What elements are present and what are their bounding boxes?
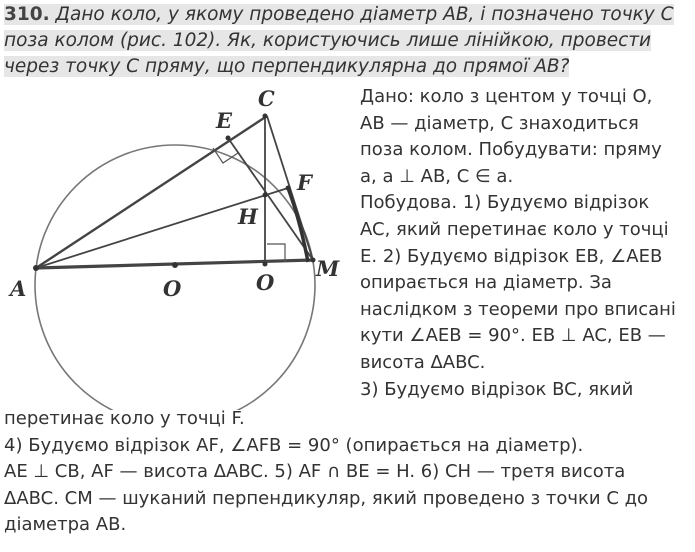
solution-bottom [4, 406, 692, 539]
solution-line: a, a ⊥ AB, C ∈ a. [360, 165, 514, 187]
point-O-foot [263, 262, 268, 267]
problem-line-3: через точку C пряму, що перпендикулярна до прямої AB? [4, 56, 570, 77]
solution-line: наслідком з теореми про вписані [360, 298, 676, 320]
solution-line: 4) Будуємо відрізок AF, ∠AFB = 90° (опирається на діаметр). [4, 434, 584, 456]
solution-line: Дано: коло з центом у точці O, [360, 86, 653, 107]
point-E [226, 136, 231, 141]
solution-line: перетинає коло у точці F. [4, 408, 245, 429]
problem-number: 310. [4, 4, 50, 25]
point-O [172, 262, 178, 268]
solution-line: AB — діаметр, C знаходиться [360, 112, 639, 134]
solution-line: Побудова. 1) Будуємо відрізок [360, 192, 650, 214]
solution-line: 3) Будуємо відрізок BC, який [360, 378, 634, 400]
point-A [33, 265, 39, 271]
point-M [311, 258, 316, 263]
solution-line: висота ΔABC. [360, 351, 486, 373]
solution-line: діаметра AB. [4, 514, 127, 536]
label-H: H [238, 204, 258, 229]
solution-line: кути ∠AEB = 90°. EB ⊥ AC, EB — [360, 325, 666, 347]
solution-right-column [360, 84, 690, 403]
label-A: A [10, 276, 27, 301]
label-E: E [216, 108, 233, 133]
label-F: F [297, 170, 312, 195]
arc-FM [288, 188, 308, 262]
label-O: O [163, 276, 182, 301]
segment-EB [228, 138, 313, 260]
geometry-figure [0, 80, 360, 410]
solution-line: AC, який перетинає коло у точці [360, 218, 669, 240]
label-O-foot: O [256, 270, 275, 295]
problem-line-1: 310. Дано коло, у якому проведено діаметр AB, і позначено точку C [4, 4, 674, 25]
figure-svg [0, 80, 360, 410]
point-H [263, 193, 268, 198]
problem-statement [4, 2, 692, 80]
solution-line: AE ⊥ CB, AF — висота ΔABC. 5) AF ∩ BE = H. 6) CH — третя висота [4, 461, 626, 483]
label-M: M [316, 256, 340, 281]
solution-line: E. 2) Будуємо відрізок EB, ∠AEB [360, 245, 663, 267]
point-F [286, 186, 291, 191]
point-C [263, 114, 268, 119]
solution-line: поза колом. Побудувати: пряму [360, 139, 662, 161]
label-C: C [258, 86, 275, 111]
solution-line: ΔABC. CM — шуканий перпендикуляр, який проведено з точки C до [4, 487, 649, 509]
solution-line: опирається на діаметр. За [360, 272, 612, 294]
problem-line-2: поза колом (рис. 102). Як, користуючись лише лінійкою, провести [4, 30, 652, 51]
